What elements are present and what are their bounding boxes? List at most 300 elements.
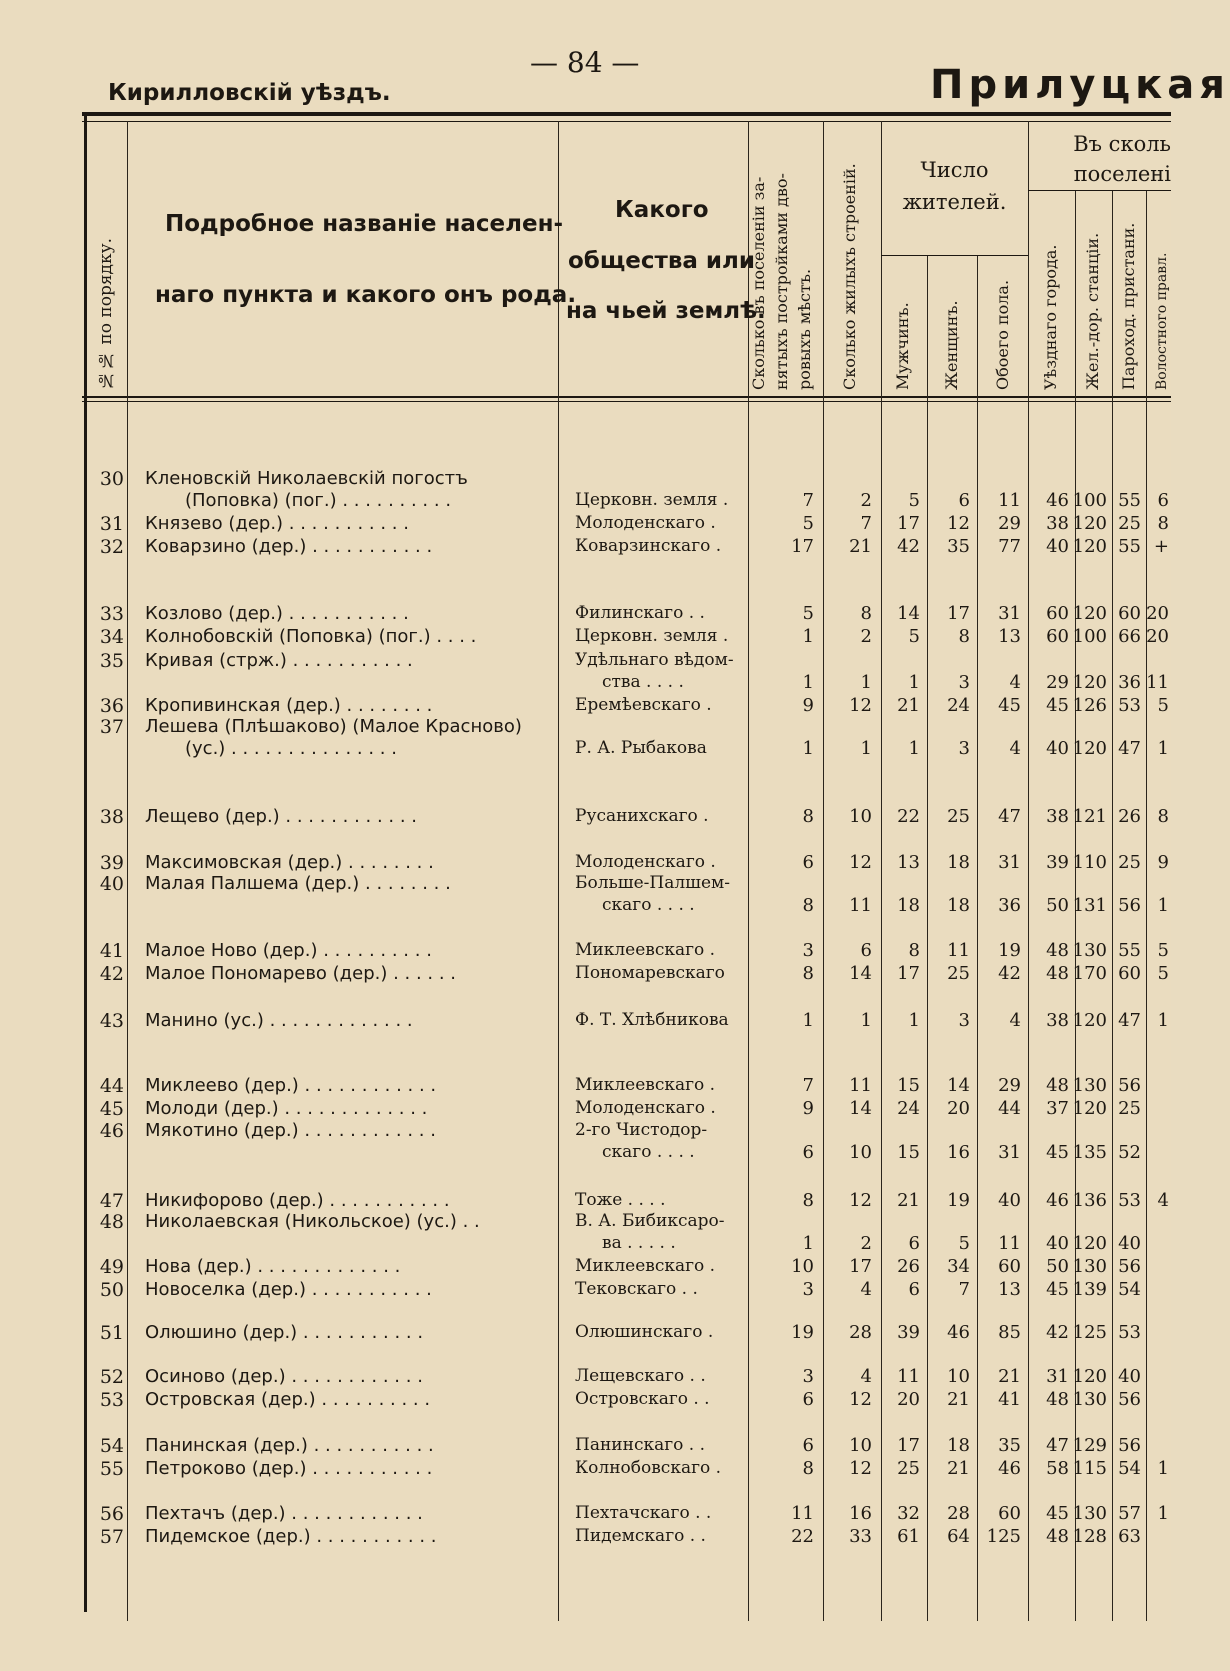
col-divider-no: [127, 121, 128, 1621]
row-t: 35: [998, 1435, 1021, 1456]
header-rail: Жел.-дор. станціи.: [1083, 232, 1102, 390]
row-number: 32: [99, 536, 124, 558]
row-owner: Русанихскаго .: [575, 806, 709, 826]
row-owner: Еремѣевскаго .: [575, 695, 712, 715]
row-name: Пехтачъ (дер.) . . . . . . . . . . . .: [145, 1503, 423, 1524]
row-number: 44: [99, 1075, 124, 1097]
row-rail: 120: [1072, 738, 1107, 759]
header-no: №№ по порядку.: [96, 237, 116, 390]
row-bld: 6: [860, 940, 872, 961]
row-pier: 66: [1118, 626, 1141, 647]
row-number: 33: [99, 603, 124, 625]
row-name: Манино (ус.) . . . . . . . . . . . . .: [145, 1010, 413, 1031]
row-f: 6: [958, 490, 970, 511]
row-pier: 25: [1118, 513, 1141, 534]
row-owner: Филинскаго . .: [575, 603, 705, 623]
row-hh: 8: [802, 1190, 814, 1211]
row-owner: Миклеевскаго .: [575, 940, 716, 960]
row-bld: 16: [849, 1503, 872, 1524]
row-f: 18: [947, 895, 970, 916]
row-town: 45: [1046, 695, 1069, 716]
row-town: 38: [1046, 1010, 1069, 1031]
row-m: 21: [897, 1190, 920, 1211]
row-town: 48: [1046, 1075, 1069, 1096]
col-divider-name: [558, 121, 559, 1621]
row-rail: 130: [1072, 1389, 1107, 1410]
header-name-line1: Подробное названіе населен-: [165, 211, 564, 237]
row-owner: Коварзинскаго .: [575, 536, 722, 556]
row-t: 42: [998, 963, 1021, 984]
row-hh: 10: [791, 1256, 814, 1277]
row-m: 22: [897, 806, 920, 827]
row-hh: 11: [791, 1503, 814, 1524]
col-divider-female: [977, 255, 978, 1621]
row-t: 36: [998, 895, 1021, 916]
row-m: 6: [908, 1279, 920, 1300]
row-rail: 120: [1072, 1010, 1107, 1031]
row-vol: 8: [1157, 513, 1169, 534]
row-town: 48: [1046, 1389, 1069, 1410]
row-f: 16: [947, 1142, 970, 1163]
row-m: 26: [897, 1256, 920, 1277]
row-number: 38: [99, 806, 124, 828]
row-rail: 121: [1072, 806, 1107, 827]
row-m: 61: [897, 1526, 920, 1547]
row-hh: 9: [802, 695, 814, 716]
row-owner: Олюшинскаго .: [575, 1322, 714, 1342]
row-name: Островская (дер.) . . . . . . . . . .: [145, 1389, 431, 1410]
row-bld: 12: [849, 695, 872, 716]
row-m: 11: [897, 1366, 920, 1387]
row-f: 8: [958, 626, 970, 647]
row-town: 37: [1046, 1098, 1069, 1119]
row-vol: 1: [1157, 738, 1169, 759]
header-population-line1: Число: [920, 158, 989, 182]
row-number: 35: [99, 650, 124, 672]
row-rail: 125: [1072, 1322, 1107, 1343]
row-m: 20: [897, 1389, 920, 1410]
row-vol: 1: [1157, 1010, 1169, 1031]
row-name: Мякотино (дер.) . . . . . . . . . . . .: [145, 1120, 436, 1141]
row-m: 24: [897, 1098, 920, 1119]
row-number: 31: [99, 513, 124, 535]
row-owner: Пидемскаго . .: [575, 1526, 706, 1546]
row-bld: 4: [860, 1279, 872, 1300]
row-town: 38: [1046, 513, 1069, 534]
row-f: 12: [947, 513, 970, 534]
row-m: 1: [908, 738, 920, 759]
row-f: 5: [958, 1233, 970, 1254]
row-rail: 100: [1072, 490, 1107, 511]
row-town: 29: [1046, 672, 1069, 693]
row-hh: 7: [802, 1075, 814, 1096]
row-hh: 1: [802, 738, 814, 759]
row-t: 13: [998, 1279, 1021, 1300]
row-rail: 120: [1072, 1366, 1107, 1387]
row-m: 42: [897, 536, 920, 557]
header-volost: Волостного правл.: [1154, 252, 1170, 390]
row-hh: 1: [802, 626, 814, 647]
row-hh: 6: [802, 1389, 814, 1410]
row-bld: 12: [849, 1389, 872, 1410]
row-m: 1: [908, 1010, 920, 1031]
row-pier: 56: [1118, 1389, 1141, 1410]
row-rail: 110: [1072, 852, 1107, 873]
row-hh: 5: [802, 603, 814, 624]
row-m: 18: [897, 895, 920, 916]
row-pier: 55: [1118, 536, 1141, 557]
row-name: Молоди (дер.) . . . . . . . . . . . . .: [145, 1098, 428, 1119]
row-hh: 5: [802, 513, 814, 534]
row-m: 17: [897, 963, 920, 984]
row-t: 29: [998, 513, 1021, 534]
row-number: 30: [99, 468, 124, 490]
row-owner: 2-го Чистодор-: [575, 1120, 708, 1140]
row-owner: скаго . . . .: [602, 1142, 695, 1162]
row-vol: 8: [1157, 806, 1169, 827]
row-t: 19: [998, 940, 1021, 961]
row-name: (Поповка) (пог.) . . . . . . . . . .: [185, 490, 452, 511]
row-rail: 126: [1072, 695, 1107, 716]
row-rail: 130: [1072, 1075, 1107, 1096]
row-f: 34: [947, 1256, 970, 1277]
row-number: 55: [99, 1458, 124, 1480]
header-bottom-rule-thin: [82, 401, 1171, 402]
row-pier: 63: [1118, 1526, 1141, 1547]
row-t: 125: [986, 1526, 1021, 1547]
row-f: 24: [947, 695, 970, 716]
row-t: 31: [998, 603, 1021, 624]
row-name: Осиново (дер.) . . . . . . . . . . . .: [145, 1366, 423, 1387]
row-t: 46: [998, 1458, 1021, 1479]
row-hh: 3: [802, 1279, 814, 1300]
row-m: 15: [897, 1142, 920, 1163]
row-rail: 129: [1072, 1435, 1107, 1456]
row-m: 5: [908, 490, 920, 511]
row-t: 11: [998, 490, 1021, 511]
row-m: 5: [908, 626, 920, 647]
row-name: Малая Палшема (дер.) . . . . . . . .: [145, 873, 451, 894]
row-pier: 60: [1118, 603, 1141, 624]
row-t: 4: [1009, 672, 1021, 693]
row-f: 7: [958, 1279, 970, 1300]
row-m: 17: [897, 513, 920, 534]
row-owner: ства . . . .: [602, 672, 684, 692]
row-pier: 40: [1118, 1233, 1141, 1254]
row-f: 46: [947, 1322, 970, 1343]
row-town: 39: [1046, 852, 1069, 873]
header-total: Обоего пола.: [993, 279, 1012, 390]
top-rule: [82, 112, 1171, 116]
row-name: Малое Ново (дер.) . . . . . . . . . .: [145, 940, 432, 961]
row-t: 31: [998, 1142, 1021, 1163]
row-owner: Молоденскаго .: [575, 1098, 716, 1118]
row-number: 45: [99, 1098, 124, 1120]
row-town: 58: [1046, 1458, 1069, 1479]
row-name: Малое Пономарево (дер.) . . . . . .: [145, 963, 457, 984]
row-town: 48: [1046, 940, 1069, 961]
row-rail: 136: [1072, 1190, 1107, 1211]
row-t: 44: [998, 1098, 1021, 1119]
row-bld: 2: [860, 490, 872, 511]
col-divider-male: [927, 255, 928, 1621]
row-t: 60: [998, 1503, 1021, 1524]
header-distance-line2: поселені: [1073, 162, 1171, 186]
row-t: 29: [998, 1075, 1021, 1096]
row-f: 3: [958, 672, 970, 693]
row-owner: Пехтачскаго . .: [575, 1503, 712, 1523]
header-households-line2: нятыхъ постройками дво-: [772, 173, 791, 390]
row-rail: 170: [1072, 963, 1107, 984]
row-t: 45: [998, 695, 1021, 716]
row-owner: Молоденскаго .: [575, 513, 716, 533]
row-hh: 3: [802, 1366, 814, 1387]
row-rail: 115: [1072, 1458, 1107, 1479]
row-rail: 128: [1072, 1526, 1107, 1547]
row-bld: 10: [849, 806, 872, 827]
row-name: Олюшино (дер.) . . . . . . . . . . .: [145, 1322, 424, 1343]
row-hh: 8: [802, 963, 814, 984]
row-rail: 120: [1072, 513, 1107, 534]
row-hh: 1: [802, 1010, 814, 1031]
row-number: 40: [99, 873, 124, 895]
row-number: 37: [99, 716, 124, 738]
row-pier: 53: [1118, 1322, 1141, 1343]
row-name: Николаевская (Никольское) (ус.) . .: [145, 1211, 480, 1232]
row-town: 48: [1046, 1526, 1069, 1547]
row-town: 45: [1046, 1279, 1069, 1300]
row-name: Коварзино (дер.) . . . . . . . . . . .: [145, 536, 433, 557]
row-t: 85: [998, 1322, 1021, 1343]
row-bld: 12: [849, 852, 872, 873]
row-bld: 1: [860, 672, 872, 693]
header-owner-line2: общества или: [568, 248, 756, 274]
row-pier: 56: [1118, 1075, 1141, 1096]
row-owner: Удѣльнаго вѣдом-: [575, 650, 734, 670]
row-pier: 55: [1118, 490, 1141, 511]
row-pier: 26: [1118, 806, 1141, 827]
row-pier: 47: [1118, 738, 1141, 759]
row-bld: 7: [860, 513, 872, 534]
row-town: 50: [1046, 895, 1069, 916]
row-pier: 36: [1118, 672, 1141, 693]
row-vol: 6: [1157, 490, 1169, 511]
row-pier: 56: [1118, 895, 1141, 916]
row-rail: 100: [1072, 626, 1107, 647]
row-name: Кривая (стрж.) . . . . . . . . . . .: [145, 650, 413, 671]
row-bld: 1: [860, 738, 872, 759]
row-rail: 131: [1072, 895, 1107, 916]
row-name: Пидемское (дер.) . . . . . . . . . . .: [145, 1526, 437, 1547]
row-name: Миклеево (дер.) . . . . . . . . . . . .: [145, 1075, 437, 1096]
row-m: 25: [897, 1458, 920, 1479]
row-vol: +: [1153, 536, 1169, 557]
row-number: 52: [99, 1366, 124, 1388]
row-f: 21: [947, 1389, 970, 1410]
row-bld: 17: [849, 1256, 872, 1277]
row-bld: 12: [849, 1458, 872, 1479]
row-rail: 120: [1072, 1233, 1107, 1254]
row-name: Панинская (дер.) . . . . . . . . . . .: [145, 1435, 434, 1456]
header-population-line2: жителей.: [902, 190, 1007, 214]
header-buildings: Сколько жилыхъ строеній.: [840, 163, 859, 390]
header-name-line2: наго пункта и какого онъ рода.: [155, 282, 577, 308]
header-households-line3: ровыхъ мѣстъ.: [795, 268, 814, 390]
row-bld: 2: [860, 1233, 872, 1254]
row-hh: 19: [791, 1322, 814, 1343]
header-female: Женщинъ.: [942, 300, 961, 390]
row-hh: 22: [791, 1526, 814, 1547]
row-vol: 1: [1157, 1503, 1169, 1524]
row-name: Кленовскій Николаевскій погостъ: [145, 468, 468, 489]
row-rail: 130: [1072, 940, 1107, 961]
row-name: Никифорово (дер.) . . . . . . . . . . .: [145, 1190, 450, 1211]
row-pier: 55: [1118, 940, 1141, 961]
row-pier: 56: [1118, 1435, 1141, 1456]
row-hh: 1: [802, 672, 814, 693]
row-rail: 130: [1072, 1503, 1107, 1524]
row-vol: 20: [1146, 603, 1169, 624]
row-t: 11: [998, 1233, 1021, 1254]
row-m: 14: [897, 603, 920, 624]
row-owner: Миклеевскаго .: [575, 1075, 716, 1095]
row-f: 11: [947, 940, 970, 961]
row-f: 20: [947, 1098, 970, 1119]
row-vol: 5: [1157, 940, 1169, 961]
row-t: 41: [998, 1389, 1021, 1410]
row-vol: 1: [1157, 895, 1169, 916]
row-rail: 120: [1072, 536, 1107, 557]
row-m: 15: [897, 1075, 920, 1096]
row-t: 31: [998, 852, 1021, 873]
row-pier: 60: [1118, 963, 1141, 984]
page-number: — 84 —: [530, 46, 640, 79]
row-m: 1: [908, 672, 920, 693]
row-number: 53: [99, 1389, 124, 1411]
row-vol: 4: [1157, 1190, 1169, 1211]
row-m: 21: [897, 695, 920, 716]
header-male: Мужчинъ.: [893, 302, 912, 390]
header-bottom-rule: [82, 396, 1171, 398]
row-m: 32: [897, 1503, 920, 1524]
dist-subheader-rule: [1028, 190, 1171, 191]
row-owner: Островскаго . .: [575, 1389, 710, 1409]
pop-subheader-rule: [881, 255, 1028, 256]
row-rail: 139: [1072, 1279, 1107, 1300]
row-t: 13: [998, 626, 1021, 647]
row-number: 43: [99, 1010, 124, 1032]
row-name: Колнобовскій (Поповка) (пог.) . . . .: [145, 626, 477, 647]
row-hh: 9: [802, 1098, 814, 1119]
row-number: 48: [99, 1211, 124, 1233]
header-households-line1: Сколько въ поселеніи за-: [749, 176, 768, 390]
row-bld: 14: [849, 963, 872, 984]
row-town: 40: [1046, 738, 1069, 759]
row-f: 64: [947, 1526, 970, 1547]
row-hh: 8: [802, 895, 814, 916]
row-bld: 10: [849, 1142, 872, 1163]
row-pier: 47: [1118, 1010, 1141, 1031]
row-vol: 5: [1157, 695, 1169, 716]
row-f: 28: [947, 1503, 970, 1524]
row-t: 47: [998, 806, 1021, 827]
row-number: 57: [99, 1526, 124, 1548]
row-town: 46: [1046, 1190, 1069, 1211]
row-number: 36: [99, 695, 124, 717]
row-t: 4: [1009, 1010, 1021, 1031]
row-town: 45: [1046, 1142, 1069, 1163]
row-t: 40: [998, 1190, 1021, 1211]
row-pier: 57: [1118, 1503, 1141, 1524]
row-pier: 53: [1118, 1190, 1141, 1211]
row-owner: Ф. Т. Хлѣбникова: [575, 1010, 729, 1030]
row-rail: 135: [1072, 1142, 1107, 1163]
row-name: Кропивинская (дер.) . . . . . . . .: [145, 695, 433, 716]
row-pier: 56: [1118, 1256, 1141, 1277]
left-border: [84, 112, 87, 1612]
row-town: 48: [1046, 963, 1069, 984]
row-f: 25: [947, 963, 970, 984]
row-f: 21: [947, 1458, 970, 1479]
header-town: Уѣзднаго города.: [1041, 244, 1060, 390]
row-pier: 40: [1118, 1366, 1141, 1387]
row-m: 39: [897, 1322, 920, 1343]
row-bld: 12: [849, 1190, 872, 1211]
row-vol: 20: [1146, 626, 1169, 647]
row-pier: 53: [1118, 695, 1141, 716]
row-owner: ва . . . . .: [602, 1233, 676, 1253]
row-name: (ус.) . . . . . . . . . . . . . . .: [185, 738, 397, 759]
row-bld: 8: [860, 603, 872, 624]
row-bld: 4: [860, 1366, 872, 1387]
row-bld: 11: [849, 1075, 872, 1096]
row-rail: 120: [1072, 603, 1107, 624]
row-f: 17: [947, 603, 970, 624]
row-owner: Церковн. земля .: [575, 490, 729, 510]
header-owner-line3: на чьей землѣ.: [566, 298, 766, 324]
row-vol: 5: [1157, 963, 1169, 984]
row-pier: 54: [1118, 1279, 1141, 1300]
row-f: 35: [947, 536, 970, 557]
row-name: Лешева (Плѣшаково) (Малое Красново): [145, 716, 522, 737]
row-town: 38: [1046, 806, 1069, 827]
row-f: 19: [947, 1190, 970, 1211]
row-hh: 6: [802, 852, 814, 873]
row-bld: 33: [849, 1526, 872, 1547]
row-town: 50: [1046, 1256, 1069, 1277]
header-owner-line1: Какого: [615, 197, 709, 223]
row-name: Новоселка (дер.) . . . . . . . . . . .: [145, 1279, 432, 1300]
row-number: 42: [99, 963, 124, 985]
row-town: 47: [1046, 1435, 1069, 1456]
row-number: 34: [99, 626, 124, 648]
region-title: Прилуцкая: [930, 62, 1230, 108]
row-owner: Миклеевскаго .: [575, 1256, 716, 1276]
row-f: 10: [947, 1366, 970, 1387]
row-hh: 1: [802, 1233, 814, 1254]
row-bld: 1: [860, 1010, 872, 1031]
row-town: 42: [1046, 1322, 1069, 1343]
row-hh: 3: [802, 940, 814, 961]
row-vol: 11: [1146, 672, 1169, 693]
row-hh: 8: [802, 1458, 814, 1479]
row-f: 18: [947, 1435, 970, 1456]
row-hh: 7: [802, 490, 814, 511]
row-number: 41: [99, 940, 124, 962]
row-hh: 6: [802, 1142, 814, 1163]
row-rail: 130: [1072, 1256, 1107, 1277]
row-number: 47: [99, 1190, 124, 1212]
